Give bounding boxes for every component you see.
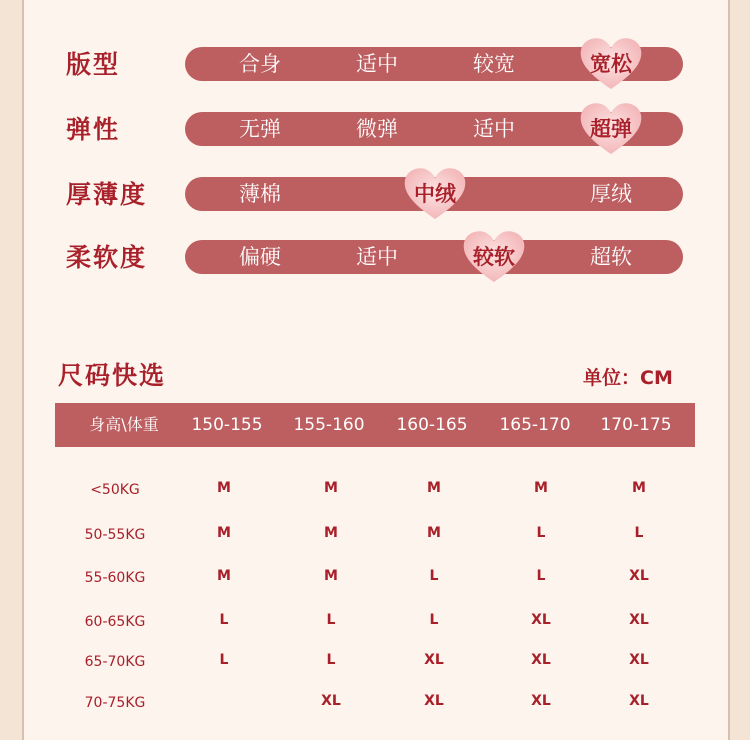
attribute-bar	[185, 177, 683, 211]
attribute-option: 薄棉	[239, 182, 281, 206]
size-table-header	[55, 403, 695, 447]
attribute-label: 厚薄度	[66, 180, 148, 209]
size-cell: M	[324, 480, 338, 496]
size-cell: L	[429, 612, 439, 628]
attribute-bar	[185, 112, 683, 146]
size-cell: XL	[629, 652, 649, 668]
weight-label: 70-75KG	[84, 695, 146, 711]
attribute-option: 较宽	[473, 52, 515, 76]
size-cell: L	[219, 612, 229, 628]
attribute-option: 偏硬	[239, 245, 281, 269]
size-cell: L	[326, 612, 336, 628]
size-cell: L	[536, 568, 546, 584]
size-cell: L	[326, 652, 336, 668]
attribute-option-selected: 中绒	[414, 182, 456, 206]
attribute-bar	[185, 240, 683, 274]
size-cell: M	[632, 480, 646, 496]
size-section-title: 尺码快选	[58, 361, 167, 390]
attribute-bar	[185, 47, 683, 81]
header-height-weight: 身高\体重	[89, 415, 159, 434]
attribute-option: 适中	[473, 117, 515, 141]
weight-label: 50-55KG	[84, 527, 146, 543]
size-cell: XL	[424, 693, 444, 709]
weight-label: 55-60KG	[84, 570, 146, 586]
attribute-option-selected: 较软	[473, 245, 515, 269]
size-cell: M	[427, 525, 441, 541]
header-height-range: 165-170	[499, 415, 571, 435]
header-height-range: 150-155	[191, 415, 263, 435]
size-cell: XL	[531, 693, 551, 709]
attribute-label: 版型	[66, 50, 121, 79]
size-cell: L	[429, 568, 439, 584]
size-cell: XL	[629, 568, 649, 584]
size-cell: M	[427, 480, 441, 496]
size-cell: M	[324, 525, 338, 541]
size-cell: M	[217, 525, 231, 541]
size-cell: XL	[629, 612, 649, 628]
size-cell: XL	[629, 693, 649, 709]
weight-label: <50KG	[90, 482, 140, 498]
attribute-option: 超软	[590, 245, 632, 269]
attribute-option-selected: 宽松	[590, 52, 632, 76]
attribute-option: 适中	[356, 52, 398, 76]
size-cell: L	[219, 652, 229, 668]
attribute-label: 柔软度	[66, 243, 148, 272]
attribute-label: 弹性	[66, 115, 121, 144]
attribute-option: 合身	[239, 52, 281, 76]
attribute-option-selected: 超弹	[590, 117, 632, 141]
weight-label: 65-70KG	[84, 654, 146, 670]
size-cell: XL	[321, 693, 341, 709]
size-cell: XL	[531, 612, 551, 628]
attribute-option: 适中	[356, 245, 398, 269]
size-cell: XL	[531, 652, 551, 668]
attribute-option: 无弹	[239, 117, 281, 141]
attribute-option: 微弹	[356, 117, 398, 141]
size-cell: M	[534, 480, 548, 496]
header-height-range: 160-165	[396, 415, 468, 435]
size-cell: XL	[424, 652, 444, 668]
size-cell: M	[324, 568, 338, 584]
size-cell: L	[634, 525, 644, 541]
size-cell: L	[536, 525, 546, 541]
attribute-option: 厚绒	[590, 182, 632, 206]
size-cell: M	[217, 480, 231, 496]
weight-label: 60-65KG	[84, 614, 146, 630]
size-cell: M	[217, 568, 231, 584]
header-height-range: 170-175	[600, 415, 672, 435]
unit-label: 单位：CM	[583, 367, 673, 389]
header-height-range: 155-160	[293, 415, 365, 435]
